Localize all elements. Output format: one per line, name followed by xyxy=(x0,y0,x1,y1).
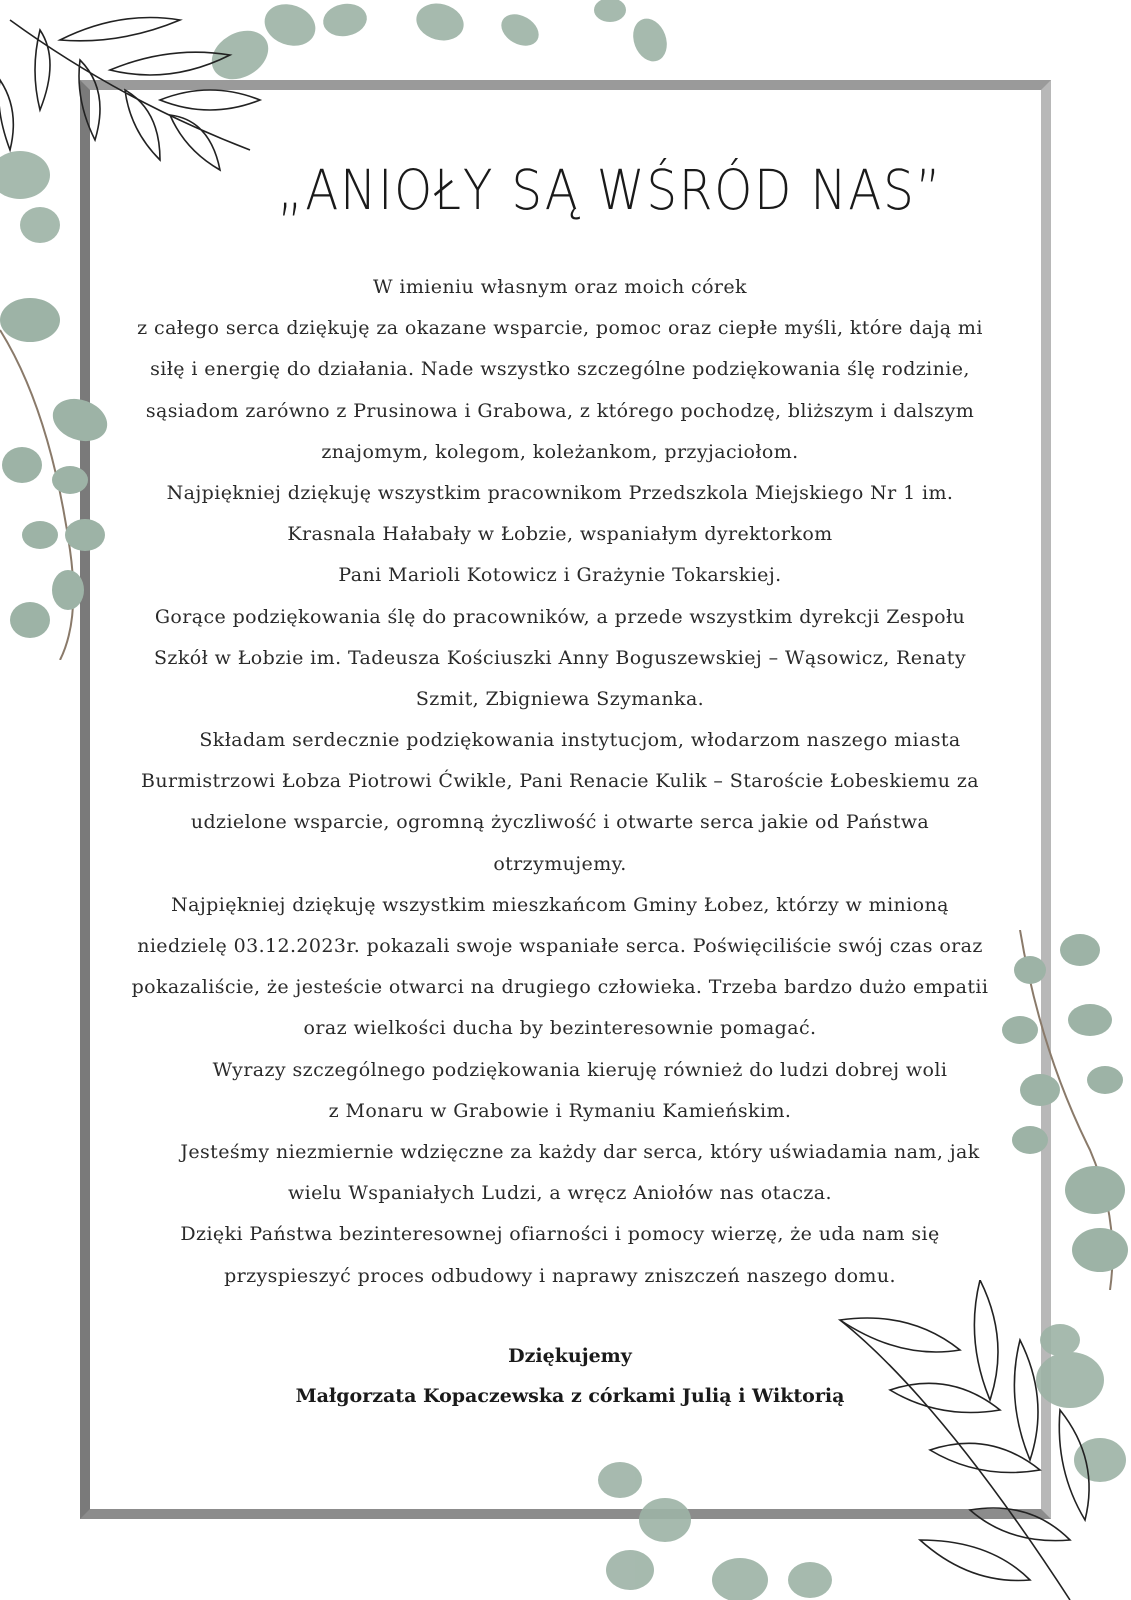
letter-line: Dzięki Państwa bezinteresownej ofiarności i pomocy wierzę, że uda nam się xyxy=(180,1223,940,1246)
letter-line: Szkół w Łobzie im. Tadeusza Kościuszki Anny Boguszewskiej – Wąsowicz, Renaty xyxy=(154,646,966,669)
letter-line: wielu Wspaniałych Ludzi, a wręcz Aniołów nas otacza. xyxy=(288,1182,832,1205)
letter-line: siłę i energię do działania. Nade wszystko szczególne podziękowania ślę rodzinie, xyxy=(150,358,970,381)
page-title: „ANIOŁY SĄ WŚRÓD NAS” xyxy=(277,158,943,222)
letter-line: Wyrazy szczególnego podziękowania kieruję również do ludzi dobrej woli xyxy=(212,1058,948,1081)
signature-thanks: Dziękujemy xyxy=(508,1345,632,1367)
letter-line: Krasnala Hałabały w Łobzie, wspaniałym dyrektorkom xyxy=(287,523,833,546)
letter-line: Składam serdecznie podziękowania instytucjom, włodarzom naszego miasta xyxy=(199,729,961,752)
letter-line: Najpiękniej dziękuję wszystkim mieszkańcom Gminy Łobez, którzy w minioną xyxy=(171,893,949,916)
letter-line: oraz wielkości ducha by bezinteresownie pomagać. xyxy=(303,1017,817,1040)
letter-line: udzielone wsparcie, ogromną życzliwość i otwarte serca jakie od Państwa xyxy=(190,811,930,834)
letter-line: Pani Marioli Kotowicz i Grażynie Tokarskiej. xyxy=(338,564,782,587)
letter-line: z Monaru w Grabowie i Rymaniu Kamieńskim. xyxy=(328,1099,792,1122)
letter-line: sąsiadom zarówno z Prusinowa i Grabowa, z którego pochodzę, bliższym i dalszym xyxy=(145,399,975,422)
letter-line: Gorące podziękowania ślę do pracowników, a przede wszystkim dyrekcji Zespołu xyxy=(154,605,966,628)
letter-line: otrzymujemy. xyxy=(493,852,627,875)
letter-line: przyspieszyć proces odbudowy i naprawy zniszczeń naszego domu. xyxy=(224,1264,896,1287)
letter-line: Szmit, Zbigniewa Szymanka. xyxy=(415,687,705,710)
letter-line: pokazaliście, że jesteście otwarci na drugiego człowieka. Trzeba bardzo dużo empatii xyxy=(131,976,989,999)
letter-line: z całego serca dziękuję za okazane wsparcie, pomoc oraz ciepłe myśli, które dają mi xyxy=(137,317,983,340)
letter-body xyxy=(105,267,1015,1297)
letter-line: Najpiękniej dziękuję wszystkim pracownikom Przedszkola Miejskiego Nr 1 im. xyxy=(166,481,954,504)
letter-line: W imieniu własnym oraz moich córek xyxy=(373,276,747,298)
signature-name: Małgorzata Kopaczewska z córkami Julią i Wiktorią xyxy=(295,1385,845,1407)
letter-line: Jesteśmy niezmiernie wdzięczne za każdy dar serca, który uświadamia nam, jak xyxy=(180,1140,980,1163)
letter-line: Burmistrzowi Łobza Piotrowi Ćwikle, Pani Renacie Kulik – Staroście Łobeskiemu za xyxy=(141,770,979,793)
letter-line: niedzielę 03.12.2023r. pokazali swoje wspaniałe serca. Poświęciliście swój czas oraz xyxy=(137,935,983,957)
letter-line: znajomym, kolegom, koleżankom, przyjaciołom. xyxy=(321,440,799,463)
